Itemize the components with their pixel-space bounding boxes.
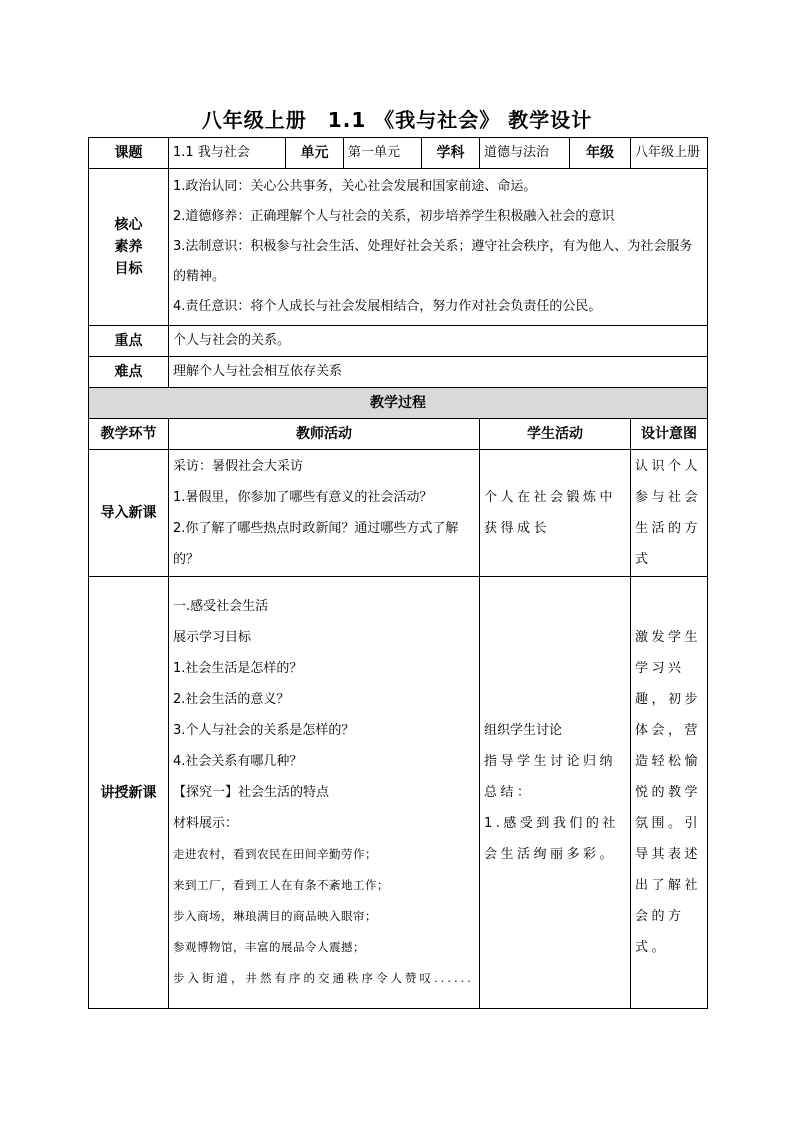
difficulty-text: 理解个人与社会相互依存关系 xyxy=(169,357,708,388)
column-header-row xyxy=(89,419,708,450)
lecture-teacher-line-1: 一.感受社会生活 xyxy=(173,599,269,614)
subject-label: 学科 xyxy=(422,138,480,169)
lecture-teacher-line-3: 1.社会生活是怎样的？ xyxy=(173,661,303,676)
intro-teacher xyxy=(169,450,480,577)
intro-row xyxy=(89,450,708,577)
goal-responsibility: 4.责任意识：将个人成长与社会发展相结合，努力作对社会负责任的公民。 xyxy=(173,299,602,314)
difficulty-row xyxy=(89,357,708,388)
core-label-line-2: 素养 xyxy=(114,239,143,255)
goal-legal: 3.法制意识：积极参与社会生活、处理好社会关系；遵守社会秩序，有为他人、为社会服务的精神。 xyxy=(173,239,693,284)
difficulty-label: 难点 xyxy=(89,357,169,388)
process-header-row xyxy=(89,388,708,419)
info-row xyxy=(89,138,708,169)
goal-moral: 2.道德修养：正确理解个人与社会的关系，初步培养学生积极融入社会的意识 xyxy=(173,209,615,224)
lecture-teacher-line-2: 展示学习目标 xyxy=(173,630,252,645)
lecture-stage: 讲授新课 xyxy=(89,577,169,1009)
goal-political: 1.政治认同：关心公共事务，关心社会发展和国家前途、命运。 xyxy=(173,179,537,194)
core-label-line-3: 目标 xyxy=(114,261,143,277)
intro-intent-text: 认识个人参与社会生活的方式 xyxy=(635,459,702,567)
lecture-teacher-line-4: 2.社会生活的意义？ xyxy=(173,692,290,707)
lecture-intent xyxy=(631,577,708,1009)
key-point-label: 重点 xyxy=(89,326,169,357)
core-literacy-row xyxy=(89,169,708,326)
material-line-4: 参观博物馆，丰富的展品令人震撼； xyxy=(173,940,365,954)
subject-value: 道德与法治 xyxy=(480,138,570,169)
core-label-line-1: 核心 xyxy=(114,217,143,233)
lecture-teacher-line-8: 材料展示： xyxy=(173,816,239,831)
intro-teacher-line-2: 1.暑假里，你参加了哪些有意义的社会活动？ xyxy=(173,490,433,505)
material-line-2: 来到工厂，看到工人在有条不紊地工作； xyxy=(173,878,389,892)
topic-value: 1.1 我与社会 xyxy=(169,138,286,169)
material-line-3: 步入商场，琳琅满目的商品映入眼帘； xyxy=(173,909,377,923)
lecture-student-line-2: 指导学生讨论归纳总结： xyxy=(484,754,617,800)
intro-student-text: 个人在社会锻炼中获得成长 xyxy=(484,490,617,536)
core-literacy-label xyxy=(89,169,169,326)
page-title: 八年级上册 1.1 《我与社会》 教学设计 xyxy=(201,108,593,132)
lecture-student-line-3: 1.感受到我们的社会生活绚丽多彩。 xyxy=(484,816,619,862)
key-point-row xyxy=(89,326,708,357)
unit-value: 第一单元 xyxy=(344,138,422,169)
lecture-student xyxy=(480,577,631,1009)
material-line-1: 走进农村，看到农民在田间辛勤劳作； xyxy=(173,847,377,861)
grade-value: 八年级上册 xyxy=(631,138,708,169)
intro-student xyxy=(480,450,631,577)
lesson-plan-table xyxy=(88,137,708,1009)
key-point-text: 个人与社会的关系。 xyxy=(169,326,708,357)
col-student: 学生活动 xyxy=(480,419,631,450)
lecture-student-line-1: 组织学生讨论 xyxy=(484,723,563,738)
core-literacy-goals xyxy=(169,169,708,326)
lecture-teacher-line-7: 【探究一】社会生活的特点 xyxy=(173,785,330,800)
intro-teacher-line-1: 采访：暑假社会大采访 xyxy=(173,459,304,474)
col-intent: 设计意图 xyxy=(631,419,708,450)
lecture-teacher-line-6: 4.社会关系有哪几种？ xyxy=(173,754,303,769)
material-line-5: 步入街道，井然有序的交通秩序令人赞叹...... xyxy=(173,971,474,985)
lecture-row xyxy=(89,577,708,1009)
intro-intent xyxy=(631,450,708,577)
intro-teacher-line-3: 2.你了解了哪些热点时政新闻？通过哪些方式了解的？ xyxy=(173,521,459,567)
unit-label: 单元 xyxy=(286,138,344,169)
intro-stage: 导入新课 xyxy=(89,450,169,577)
col-stage: 教学环节 xyxy=(89,419,169,450)
topic-label: 课题 xyxy=(89,138,169,169)
grade-label: 年级 xyxy=(570,138,631,169)
process-header: 教学过程 xyxy=(89,388,708,419)
lecture-teacher-line-5: 3.个人与社会的关系是怎样的？ xyxy=(173,723,355,738)
lecture-intent-text: 激发学生学习兴趣，初步体会，营造轻松愉悦的教学氛围。引导其表述出了解社会的方式。 xyxy=(635,630,702,955)
col-teacher: 教师活动 xyxy=(169,419,480,450)
lecture-teacher xyxy=(169,577,480,1009)
